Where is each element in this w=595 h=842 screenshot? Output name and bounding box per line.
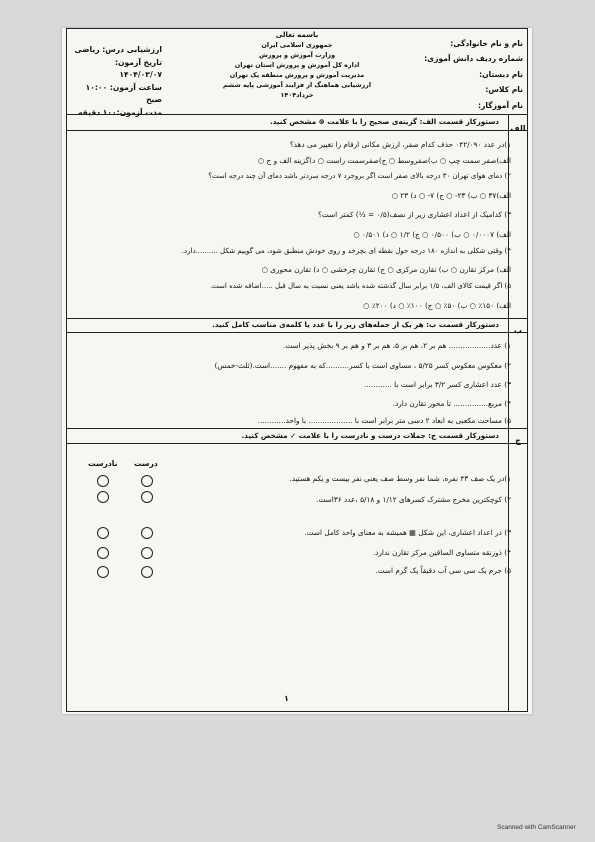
false-answer-circle[interactable] xyxy=(97,491,109,503)
basmala: باسمه تعالی xyxy=(275,31,319,39)
statement-c3: ۳) در اعداد اعشاری، این شکل ▦ همیشه به معنای واحد کامل است. xyxy=(304,528,511,537)
student-number-label: شماره ردیف دانش آموزی: xyxy=(424,54,523,64)
question-a2: ۲) دمای هوای تهران ۳۰ درجه بالای صفر است اگر بروجرد ۷ درجه سردتر باشد دمای آن چند درجه است؟ xyxy=(208,172,511,180)
page-number: ۱ xyxy=(284,694,289,703)
authority-line-3: اداره کل آموزش و پرورش استان تهران xyxy=(234,61,360,69)
question-b4: ۴) مربع............... تا محور تقارن دارد. xyxy=(392,399,511,408)
question-b3: ۳) عدد اعشاری کسر ۳/۲ برابر است با ............ xyxy=(364,380,511,389)
divider xyxy=(66,332,528,333)
section-b-instruction: دستورکار قسمت ب: هر یک از جمله‌های زیر را با عدد یا کلمه‌ی مناسب کامل کنید. xyxy=(212,320,499,329)
duration-label: مدت آزمون:۱۰۰ دقیقه xyxy=(78,107,162,117)
false-answer-circle[interactable] xyxy=(97,475,109,487)
options-a5: الف) ۱۵۰٪ ○ ب) ۵۰٪ ○ ج) ۱۰۰٪ ○ د) ۲۰۰٪ ○ xyxy=(363,301,511,310)
student-name-label: نام و نام خانوادگی: xyxy=(450,39,523,48)
exam-info xyxy=(72,44,162,119)
true-answer-circle[interactable] xyxy=(141,475,153,487)
true-answer-circle[interactable] xyxy=(141,547,153,559)
false-answer-circle[interactable] xyxy=(97,566,109,578)
false-answer-circle[interactable] xyxy=(97,527,109,539)
statement-c4: ۴) ذوزنقه متساوی الساقین مرکز تقارن ندارد. xyxy=(372,548,511,557)
question-a1: ۱)در عدد ۰۴۲/۰۹۰ حذف کدام صفر، ارزش مکانی ارقام را تغییر می دهد؟ xyxy=(289,140,511,149)
authority-line-1: جمهوری اسلامی ایران xyxy=(261,41,333,49)
divider xyxy=(66,443,528,444)
school-name-label: نام دبستان: xyxy=(479,69,523,79)
divider xyxy=(66,114,528,115)
date-label: تاریخ آزمون: ۱۴۰۴/۰۳/۰۷ xyxy=(115,57,162,79)
section-c-instruction: دستورکار قسمت ج: جملات درست و نادرست را با علامت ✓ مشخص کنید. xyxy=(241,431,499,440)
class-name-label: نام کلاس: xyxy=(485,85,523,95)
section-a-letter: الف xyxy=(510,124,526,133)
section-a-instruction: دستورکار قسمت الف: گزینه‌ی صحیح را با علامت ⊗ مشخص کنید. xyxy=(269,117,499,126)
section-b-letter: ب xyxy=(513,326,523,335)
divider xyxy=(66,428,528,429)
authority-line-4: مدیریت آموزش و پرورش منطقه یک تهران xyxy=(229,71,365,79)
exam-month: خرداد۱۴۰۴ xyxy=(280,91,314,99)
options-a3: الف) ۰/۰۰۰۷ ○ ب) ۰/۵۰۰ ○ ج) ۱/۲ ○ د) ۰/۵۰۱ ○ xyxy=(353,230,511,239)
section-column-divider xyxy=(508,114,509,712)
true-answer-circle[interactable] xyxy=(141,527,153,539)
options-a1: الف)صفر سمت چپ ○ ب)صفروسط ○ ج)صفرسمت راست ○ د)گزینه الف و ج ○ xyxy=(257,156,511,165)
scanner-watermark: Scanned with CamScanner xyxy=(497,824,576,831)
statement-c2: ۲) کوچکترین مخرج مشترک کسرهای ۱/۱۲ و ۵/۱۸ ،عدد ۳۶است. xyxy=(316,495,511,504)
true-column-header: درست xyxy=(134,459,158,468)
authority-line-5: ارزشیابی هماهنگ از فرایند آموزشی پایه ششم xyxy=(222,81,372,89)
subject-label: ارزشیابی درس: ریاضی xyxy=(74,45,162,54)
question-a4: ۴) وقتی شکلی به اندازه ۱۸۰ درجه حول نقطه ای بچرخد و روی خودش منطبق شود، می گوییم شکل ..........دارد. xyxy=(181,247,511,255)
statement-c1: ۱)در یک صف ۴۳ نفره، شما نفر وسط صف یعنی نفر بیست و یکم هستید. xyxy=(289,474,511,483)
section-c-letter: ج xyxy=(515,436,521,445)
question-a5: ۵) اگر قیمت کالای الف، ۱/۵ برابر سال گذشته شده باشد یعنی نسبت به سال قبل .....اضافه شده است. xyxy=(209,282,511,290)
false-column-header: نادرست xyxy=(88,459,118,468)
exam-authority xyxy=(222,30,372,100)
true-answer-circle[interactable] xyxy=(141,566,153,578)
student-info xyxy=(424,36,523,113)
question-a3: ۳) کدامیک از اعداد اعشاری زیر از نصف(۰/۵ = ½) کمتر است؟ xyxy=(318,210,511,219)
false-answer-circle[interactable] xyxy=(97,547,109,559)
options-a4: الف) مرکز تقارن ○ ب) تقارن مرکزی ○ ج) تقارن چرخشی ○ د) تقارن محوری ○ xyxy=(261,265,511,274)
statement-c5: ۵) جرم یک سی سی آب دقیقاً یک گرم است. xyxy=(375,566,511,575)
options-a2: الف)۳۷ ○ ب) ۲۳- ○ ج) ۷- ○ د) ۲۳ ○ xyxy=(391,191,511,200)
question-b5: ۵) مساحت مکعبی به ابعاد ۲ دسی متر برابر است با ................... با واحد............ xyxy=(257,416,511,425)
question-b2: ۲) معکوس معکوس کسر ۵/۲۵ ، مساوی است با کسر..........که به مفهوم .......است.(ثلث-خمس) xyxy=(214,361,511,370)
time-label: ساعت آزمون: ۱۰:۰۰ صبح xyxy=(85,82,162,104)
question-b1: ۱) عدد.................. هم بر ۲، هم بر ۵، هم بر ۳ و هم بر ۹ بخش پذیر است. xyxy=(283,341,511,350)
divider xyxy=(66,318,528,319)
authority-line-2: وزارت آموزش و پرورش xyxy=(258,51,336,59)
teacher-name-label: نام آموزگار: xyxy=(477,100,523,110)
divider xyxy=(66,130,528,131)
true-answer-circle[interactable] xyxy=(141,491,153,503)
